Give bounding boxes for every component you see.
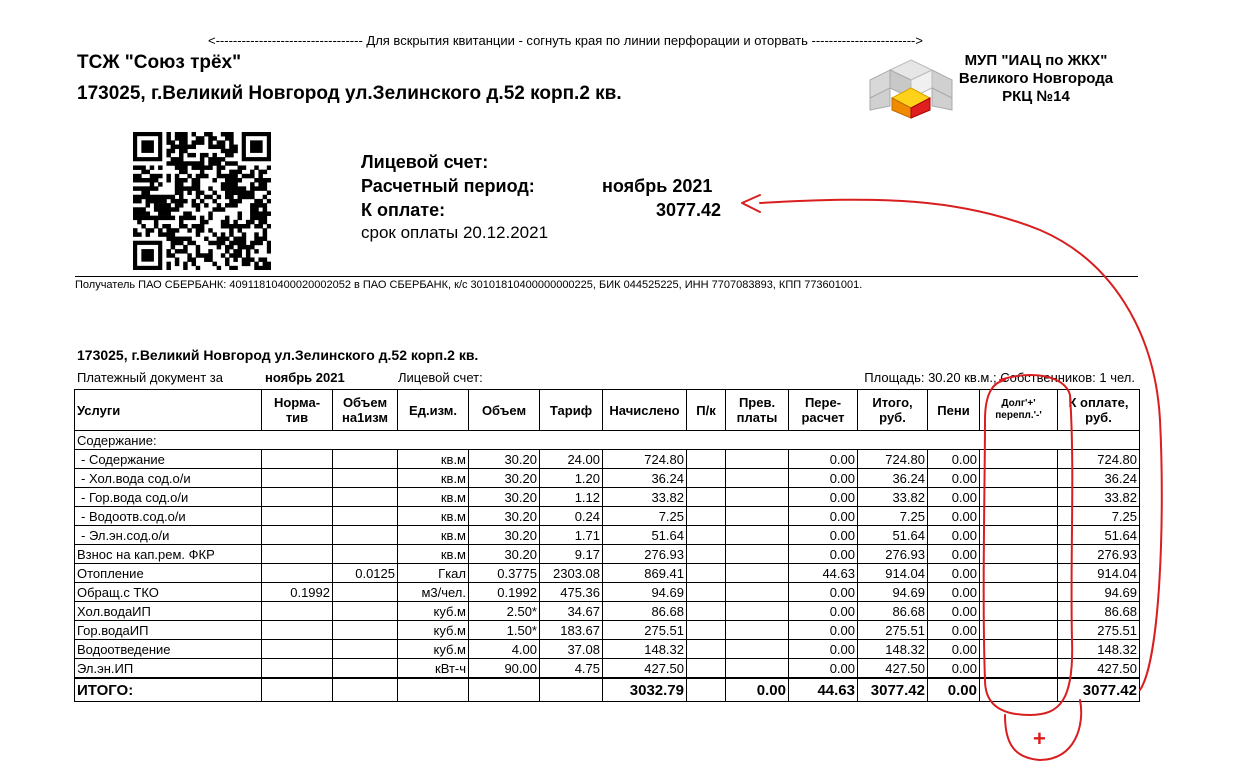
charges-table bbox=[74, 389, 1140, 702]
col-services-cell: Водоотведение bbox=[75, 640, 262, 659]
col-total-cell: 724.80 bbox=[858, 450, 928, 469]
col-charged-cell: 33.82 bbox=[603, 488, 687, 507]
annotation-curve-bottom bbox=[1005, 700, 1081, 760]
col-total-cell: 51.64 bbox=[858, 526, 928, 545]
col-debt-header: Долг'+' перепл.'-' bbox=[980, 390, 1058, 431]
col-services-cell: - Эл.эн.сод.о/и bbox=[75, 526, 262, 545]
col-tariff-cell: 4.75 bbox=[540, 659, 603, 679]
col-total-cell: 86.68 bbox=[858, 602, 928, 621]
amount-due-value: 3077.42 bbox=[656, 200, 722, 220]
col-charged-total: 3032.79 bbox=[603, 678, 687, 702]
col-volume-per-unit-cell bbox=[333, 602, 398, 621]
col-norm-cell bbox=[262, 469, 333, 488]
col-charged-cell: 276.93 bbox=[603, 545, 687, 564]
period-label: Расчетный период: bbox=[361, 176, 535, 196]
col-norm-header: Норма- тив bbox=[262, 390, 333, 431]
total-row bbox=[75, 678, 1140, 702]
perforation-note: <---------------------------------- Для вскрытия квитанции - согнуть края по линии перфорации и оторвать ------------------------> bbox=[208, 33, 923, 48]
col-tariff-cell: 37.08 bbox=[540, 640, 603, 659]
col-penalty-cell: 0.00 bbox=[928, 469, 980, 488]
col-overpaid-cell bbox=[726, 583, 789, 602]
section-row bbox=[75, 431, 1140, 450]
col-penalty-cell: 0.00 bbox=[928, 583, 980, 602]
col-debt-cell bbox=[980, 602, 1058, 621]
col-volume-per-unit-cell bbox=[333, 507, 398, 526]
col-penalty-cell: 0.00 bbox=[928, 545, 980, 564]
col-pk-header: П/к bbox=[687, 390, 726, 431]
col-norm-cell bbox=[262, 659, 333, 679]
col-charged-cell: 148.32 bbox=[603, 640, 687, 659]
col-debt-cell bbox=[980, 545, 1058, 564]
col-volume-cell: 1.50* bbox=[469, 621, 540, 640]
recipient-details: Получатель ПАО СБЕРБАНК: 40911810400020002052 в ПАО СБЕРБАНК, к/с 30101810400000000225, БИК 044525225, ИНН 7707083893, КПП 773601001. bbox=[75, 279, 863, 291]
annotation-plus: + bbox=[1033, 726, 1046, 751]
col-to-pay-cell: 36.24 bbox=[1058, 469, 1140, 488]
col-to-pay-header: К оплате, руб. bbox=[1058, 390, 1140, 431]
col-pk-cell bbox=[687, 545, 726, 564]
col-volume-total bbox=[469, 678, 540, 702]
col-to-pay-cell: 276.93 bbox=[1058, 545, 1140, 564]
col-pk-cell bbox=[687, 450, 726, 469]
col-recalc-cell: 0.00 bbox=[789, 659, 858, 679]
col-volume-per-unit-cell bbox=[333, 659, 398, 679]
col-pk-cell bbox=[687, 488, 726, 507]
col-to-pay-cell: 33.82 bbox=[1058, 488, 1140, 507]
col-overpaid-cell bbox=[726, 640, 789, 659]
doc-period: ноябрь 2021 bbox=[265, 370, 345, 385]
doc-label: Платежный документ за bbox=[77, 370, 223, 385]
amount-due-label: К оплате: bbox=[361, 200, 446, 220]
table-row bbox=[75, 545, 1140, 564]
col-tariff-cell: 24.00 bbox=[540, 450, 603, 469]
col-tariff-cell: 1.20 bbox=[540, 469, 603, 488]
col-total-cell: 148.32 bbox=[858, 640, 928, 659]
separator-line bbox=[75, 276, 1138, 277]
col-recalc-cell: 0.00 bbox=[789, 583, 858, 602]
table-row bbox=[75, 659, 1140, 679]
col-debt-cell bbox=[980, 469, 1058, 488]
col-services-cell: Отопление bbox=[75, 564, 262, 583]
col-debt-cell bbox=[980, 564, 1058, 583]
col-penalty-cell: 0.00 bbox=[928, 488, 980, 507]
col-services-cell: - Хол.вода сод.о/и bbox=[75, 469, 262, 488]
table-row bbox=[75, 526, 1140, 545]
col-volume-per-unit-cell bbox=[333, 488, 398, 507]
col-services-cell: Взнос на кап.рем. ФКР bbox=[75, 545, 262, 564]
col-unit-header: Ед.изм. bbox=[398, 390, 469, 431]
col-penalty-header: Пени bbox=[928, 390, 980, 431]
col-unit-cell: кв.м bbox=[398, 545, 469, 564]
col-recalc-cell: 0.00 bbox=[789, 507, 858, 526]
col-overpaid-cell bbox=[726, 602, 789, 621]
col-unit-cell: кв.м bbox=[398, 507, 469, 526]
col-charged-cell: 7.25 bbox=[603, 507, 687, 526]
organization-name: ТСЖ "Союз трёх" bbox=[77, 52, 242, 73]
col-penalty-cell: 0.00 bbox=[928, 564, 980, 583]
col-to-pay-cell: 51.64 bbox=[1058, 526, 1140, 545]
col-pk-cell bbox=[687, 602, 726, 621]
col-volume-per-unit-total bbox=[333, 678, 398, 702]
table-row bbox=[75, 621, 1140, 640]
col-charged-cell: 427.50 bbox=[603, 659, 687, 679]
qr-code bbox=[133, 132, 271, 270]
col-norm-cell bbox=[262, 507, 333, 526]
col-unit-total bbox=[398, 678, 469, 702]
col-overpaid-cell bbox=[726, 564, 789, 583]
col-charged-cell: 724.80 bbox=[603, 450, 687, 469]
col-tariff-total bbox=[540, 678, 603, 702]
col-pk-cell bbox=[687, 507, 726, 526]
col-overpaid-cell bbox=[726, 488, 789, 507]
details-account-label: Лицевой счет: bbox=[398, 370, 483, 385]
col-volume-per-unit-cell bbox=[333, 545, 398, 564]
col-recalc-header: Пере- расчет bbox=[789, 390, 858, 431]
col-norm-cell bbox=[262, 564, 333, 583]
col-overpaid-cell bbox=[726, 621, 789, 640]
issuer-line-1: МУП "ИАЦ по ЖКХ" bbox=[964, 52, 1108, 69]
col-penalty-cell: 0.00 bbox=[928, 640, 980, 659]
table-row bbox=[75, 640, 1140, 659]
col-charged-cell: 86.68 bbox=[603, 602, 687, 621]
col-pk-cell bbox=[687, 564, 726, 583]
col-recalc-cell: 0.00 bbox=[789, 640, 858, 659]
table-row bbox=[75, 583, 1140, 602]
col-volume-per-unit-cell: 0.0125 bbox=[333, 564, 398, 583]
col-tariff-header: Тариф bbox=[540, 390, 603, 431]
col-services-cell: Обращ.с ТКО bbox=[75, 583, 262, 602]
table-row bbox=[75, 507, 1140, 526]
col-volume-cell: 30.20 bbox=[469, 450, 540, 469]
col-unit-cell: кв.м bbox=[398, 469, 469, 488]
col-recalc-cell: 44.63 bbox=[789, 564, 858, 583]
col-volume-cell: 30.20 bbox=[469, 507, 540, 526]
col-services-cell: - Водоотв.сод.о/и bbox=[75, 507, 262, 526]
col-norm-cell bbox=[262, 621, 333, 640]
col-penalty-cell: 0.00 bbox=[928, 450, 980, 469]
col-pk-cell bbox=[687, 621, 726, 640]
col-debt-cell bbox=[980, 583, 1058, 602]
col-services-cell: - Гор.вода сод.о/и bbox=[75, 488, 262, 507]
col-charged-header: Начислено bbox=[603, 390, 687, 431]
col-norm-cell bbox=[262, 545, 333, 564]
col-to-pay-cell: 275.51 bbox=[1058, 621, 1140, 640]
col-overpaid-cell bbox=[726, 659, 789, 679]
col-debt-cell bbox=[980, 526, 1058, 545]
col-tariff-cell: 183.67 bbox=[540, 621, 603, 640]
col-norm-cell bbox=[262, 526, 333, 545]
col-to-pay-cell: 914.04 bbox=[1058, 564, 1140, 583]
col-total-cell: 7.25 bbox=[858, 507, 928, 526]
col-unit-cell: Гкал bbox=[398, 564, 469, 583]
col-unit-cell: кв.м bbox=[398, 450, 469, 469]
col-tariff-cell: 9.17 bbox=[540, 545, 603, 564]
col-unit-cell: м3/чел. bbox=[398, 583, 469, 602]
col-services-cell: Эл.эн.ИП bbox=[75, 659, 262, 679]
col-services-total: ИТОГО: bbox=[75, 678, 262, 702]
area-info: Площадь: 30.20 кв.м.; Собственников: 1 чел. bbox=[864, 370, 1135, 385]
col-volume-per-unit-cell bbox=[333, 640, 398, 659]
col-overpaid-header: Прев. платы bbox=[726, 390, 789, 431]
col-tariff-cell: 475.36 bbox=[540, 583, 603, 602]
col-recalc-cell: 0.00 bbox=[789, 526, 858, 545]
col-volume-cell: 0.1992 bbox=[469, 583, 540, 602]
col-overpaid-cell bbox=[726, 469, 789, 488]
col-to-pay-cell: 148.32 bbox=[1058, 640, 1140, 659]
col-volume-cell: 2.50* bbox=[469, 602, 540, 621]
section-label: Содержание: bbox=[75, 431, 262, 450]
col-overpaid-total: 0.00 bbox=[726, 678, 789, 702]
table-row bbox=[75, 450, 1140, 469]
col-penalty-total: 0.00 bbox=[928, 678, 980, 702]
table-row bbox=[75, 602, 1140, 621]
col-recalc-cell: 0.00 bbox=[789, 469, 858, 488]
col-norm-total bbox=[262, 678, 333, 702]
col-charged-cell: 869.41 bbox=[603, 564, 687, 583]
col-volume-cell: 90.00 bbox=[469, 659, 540, 679]
col-volume-cell: 30.20 bbox=[469, 469, 540, 488]
col-tariff-cell: 34.67 bbox=[540, 602, 603, 621]
col-pk-cell bbox=[687, 640, 726, 659]
payer-address: 173025, г.Великий Новгород ул.Зелинского д.52 корп.2 кв. bbox=[77, 83, 622, 104]
col-recalc-cell: 0.00 bbox=[789, 450, 858, 469]
col-unit-cell: кВт-ч bbox=[398, 659, 469, 679]
col-unit-cell: кв.м bbox=[398, 526, 469, 545]
col-unit-cell: куб.м bbox=[398, 621, 469, 640]
col-tariff-cell: 1.12 bbox=[540, 488, 603, 507]
col-tariff-cell: 0.24 bbox=[540, 507, 603, 526]
col-unit-cell: куб.м bbox=[398, 602, 469, 621]
col-debt-cell bbox=[980, 488, 1058, 507]
issuer-block bbox=[941, 52, 1131, 106]
col-total-cell: 275.51 bbox=[858, 621, 928, 640]
col-volume-per-unit-header: Объем на1изм bbox=[333, 390, 398, 431]
col-unit-cell: кв.м bbox=[398, 488, 469, 507]
col-recalc-cell: 0.00 bbox=[789, 488, 858, 507]
col-overpaid-cell bbox=[726, 545, 789, 564]
col-tariff-cell: 1.71 bbox=[540, 526, 603, 545]
col-debt-cell bbox=[980, 621, 1058, 640]
table-row bbox=[75, 469, 1140, 488]
col-charged-cell: 36.24 bbox=[603, 469, 687, 488]
col-debt-cell bbox=[980, 507, 1058, 526]
col-volume-cell: 0.3775 bbox=[469, 564, 540, 583]
col-total-cell: 276.93 bbox=[858, 545, 928, 564]
col-volume-cell: 30.20 bbox=[469, 526, 540, 545]
col-pk-cell bbox=[687, 583, 726, 602]
col-norm-cell bbox=[262, 450, 333, 469]
account-label: Лицевой счет: bbox=[361, 152, 489, 172]
col-to-pay-cell: 86.68 bbox=[1058, 602, 1140, 621]
col-overpaid-cell bbox=[726, 450, 789, 469]
col-volume-per-unit-cell bbox=[333, 469, 398, 488]
col-pk-cell bbox=[687, 469, 726, 488]
col-total-cell: 427.50 bbox=[858, 659, 928, 679]
col-services-cell: Гор.водаИП bbox=[75, 621, 262, 640]
col-volume-cell: 30.20 bbox=[469, 545, 540, 564]
col-unit-cell: куб.м bbox=[398, 640, 469, 659]
col-to-pay-cell: 724.80 bbox=[1058, 450, 1140, 469]
col-norm-cell bbox=[262, 488, 333, 507]
table-row bbox=[75, 564, 1140, 583]
col-services-cell: - Содержание bbox=[75, 450, 262, 469]
issuer-line-3: РКЦ №14 bbox=[1002, 88, 1070, 105]
col-total-cell: 94.69 bbox=[858, 583, 928, 602]
col-charged-cell: 94.69 bbox=[603, 583, 687, 602]
col-total-cell: 33.82 bbox=[858, 488, 928, 507]
col-total-total: 3077.42 bbox=[858, 678, 928, 702]
col-volume-per-unit-cell bbox=[333, 621, 398, 640]
col-debt-cell bbox=[980, 450, 1058, 469]
col-volume-cell: 4.00 bbox=[469, 640, 540, 659]
col-norm-cell bbox=[262, 602, 333, 621]
period-value: ноябрь 2021 bbox=[602, 176, 713, 196]
col-recalc-cell: 0.00 bbox=[789, 545, 858, 564]
col-services-header: Услуги bbox=[75, 390, 262, 431]
col-penalty-cell: 0.00 bbox=[928, 621, 980, 640]
col-to-pay-cell: 94.69 bbox=[1058, 583, 1140, 602]
col-recalc-total: 44.63 bbox=[789, 678, 858, 702]
annotation-arrow-head bbox=[742, 195, 760, 212]
col-total-cell: 914.04 bbox=[858, 564, 928, 583]
col-services-cell: Хол.водаИП bbox=[75, 602, 262, 621]
col-volume-per-unit-cell bbox=[333, 450, 398, 469]
col-debt-cell bbox=[980, 659, 1058, 679]
col-tariff-cell: 2303.08 bbox=[540, 564, 603, 583]
col-overpaid-cell bbox=[726, 507, 789, 526]
col-total-cell: 36.24 bbox=[858, 469, 928, 488]
col-recalc-cell: 0.00 bbox=[789, 602, 858, 621]
col-volume-cell: 30.20 bbox=[469, 488, 540, 507]
col-penalty-cell: 0.00 bbox=[928, 659, 980, 679]
col-penalty-cell: 0.00 bbox=[928, 526, 980, 545]
col-recalc-cell: 0.00 bbox=[789, 621, 858, 640]
issuer-line-2: Великого Новгорода bbox=[958, 70, 1114, 87]
col-norm-cell bbox=[262, 640, 333, 659]
col-volume-per-unit-cell bbox=[333, 526, 398, 545]
col-penalty-cell: 0.00 bbox=[928, 602, 980, 621]
col-total-header: Итого, руб. bbox=[858, 390, 928, 431]
col-to-pay-cell: 7.25 bbox=[1058, 507, 1140, 526]
col-debt-cell bbox=[980, 640, 1058, 659]
col-penalty-cell: 0.00 bbox=[928, 507, 980, 526]
due-date: срок оплаты 20.12.2021 bbox=[361, 223, 549, 242]
col-overpaid-cell bbox=[726, 526, 789, 545]
col-volume-header: Объем bbox=[469, 390, 540, 431]
col-to-pay-cell: 427.50 bbox=[1058, 659, 1140, 679]
col-pk-total bbox=[687, 678, 726, 702]
table-row bbox=[75, 488, 1140, 507]
col-norm-cell: 0.1992 bbox=[262, 583, 333, 602]
col-pk-cell bbox=[687, 659, 726, 679]
col-charged-cell: 275.51 bbox=[603, 621, 687, 640]
col-volume-per-unit-cell bbox=[333, 583, 398, 602]
col-to-pay-total: 3077.42 bbox=[1058, 678, 1140, 702]
col-charged-cell: 51.64 bbox=[603, 526, 687, 545]
table-header-row bbox=[75, 390, 1140, 431]
col-debt-total bbox=[980, 678, 1058, 702]
col-pk-cell bbox=[687, 526, 726, 545]
details-address: 173025, г.Великий Новгород ул.Зелинского д.52 корп.2 кв. bbox=[77, 347, 479, 363]
